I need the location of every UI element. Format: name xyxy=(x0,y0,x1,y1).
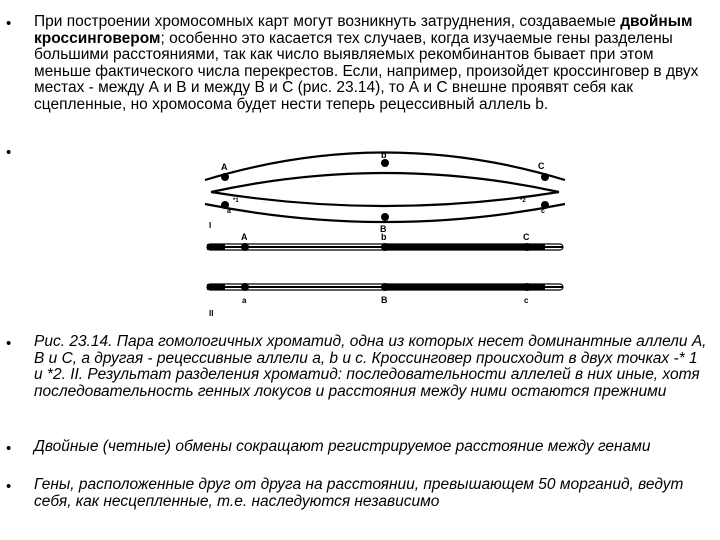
locus-b-top xyxy=(381,159,389,167)
label-b-top: b xyxy=(381,150,387,160)
locus-C-top xyxy=(541,173,549,181)
bullet-marker: • xyxy=(6,144,12,161)
locus-A-top xyxy=(221,173,229,181)
label-C-row2: C xyxy=(523,232,530,242)
label-roman2: II xyxy=(209,309,214,318)
intro-text-start: При построении хромосомных карт могут возникнуть затруднения, создаваемые xyxy=(34,13,621,30)
label-roman1: I xyxy=(209,221,212,230)
locus-C-row2 xyxy=(523,243,531,251)
label-B-bottom: B xyxy=(380,224,387,234)
chromatid-figure xyxy=(195,150,575,325)
label-a-row3: a xyxy=(242,296,247,305)
label-c-row3: c xyxy=(524,296,529,305)
label-A-top: A xyxy=(221,162,228,172)
label-C-top: C xyxy=(538,161,545,171)
intro-paragraph xyxy=(34,14,710,114)
bullet-marker: • xyxy=(6,440,12,457)
label-c-bottom: c xyxy=(541,208,545,215)
double-exchange-note: Двойные (четные) обмены сокращают регистрируемое расстояние между генами xyxy=(34,438,651,455)
bullet-marker: • xyxy=(6,15,12,32)
locus-a-row3 xyxy=(241,283,249,291)
locus-A-row2 xyxy=(241,243,249,251)
label-a-bottom: a xyxy=(227,208,231,215)
locus-B-bottom xyxy=(381,213,389,221)
label-B-row3: B xyxy=(381,295,388,305)
locus-c-row3 xyxy=(523,283,531,291)
bullet-marker: • xyxy=(6,335,12,352)
distant-genes-note: Гены, расположенные друг от друга на расстоянии, превышающем 50 морганид, ведут себя, как несцепленные, т.е. наследуются независимо xyxy=(34,476,684,510)
figure-caption: Рис. 23.14. Пара гомологичных хроматид, одна из которых несет доминантные аллели А, В и С, а другая - рецессивные аллели а, b и с. Кроссинговер происходит в двух точках -* 1 и *2. II. Результат разделения хроматид: последовательности аллелей в них иные, хотя последовательность генных локусов и расстояния между ними остаются прежними xyxy=(34,333,707,400)
label-cross2: *2 xyxy=(520,198,526,204)
locus-B-row3 xyxy=(381,283,389,291)
label-A-row2: A xyxy=(241,232,248,242)
locus-b-row2 xyxy=(381,243,389,251)
bullet-marker: • xyxy=(6,478,12,495)
intro-text-end: ; особенно это касается тех случаев, когда изучаемые гены разделены большими расстояниями, так как число выявляемых рекомбинантов бывает при этом меньше фактического числа перекрестов. Если, например, произойдет кроссинговер в двух местах - между А и В и между В и С (рис. 23.14), то А и С внешне проявят себя как сцепленные, но хромосома будет нести теперь рецессивный аллель b. xyxy=(34,29,699,113)
label-b-row2: b xyxy=(381,232,387,242)
label-cross1: *1 xyxy=(233,198,239,204)
intro-bold-term: двойным кроссинговером xyxy=(34,13,693,47)
